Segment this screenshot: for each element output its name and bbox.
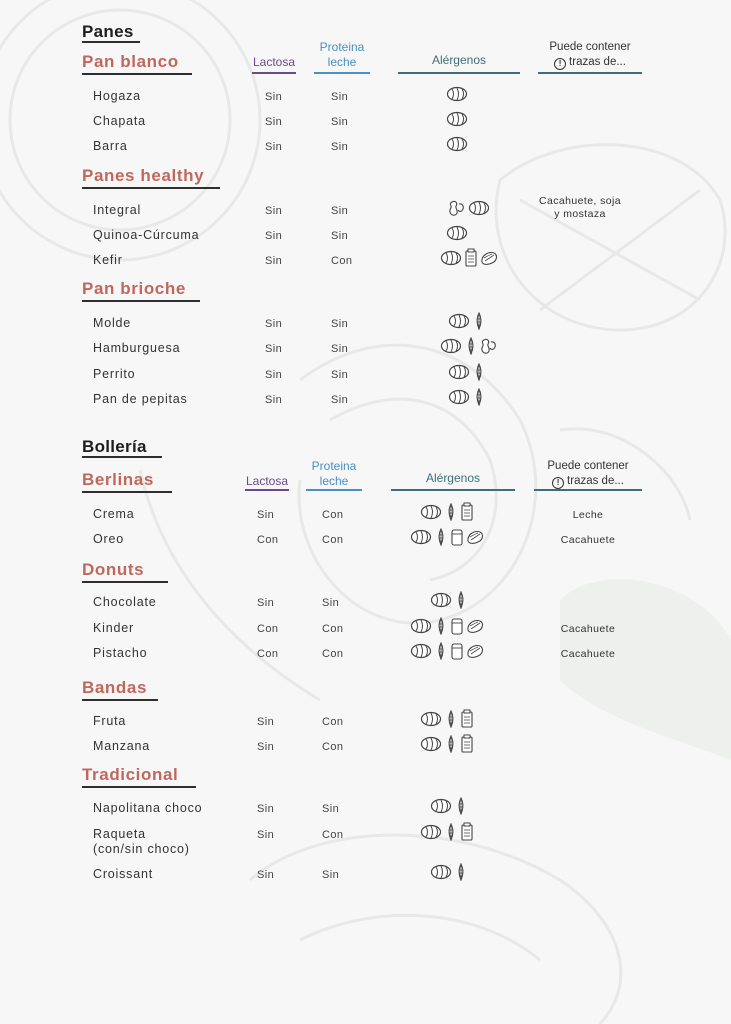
proteina-value: Sin: [331, 141, 349, 153]
category-title-underline: [82, 699, 158, 701]
category-title: Donuts: [82, 560, 145, 579]
allergen-icons: [430, 797, 468, 815]
allergen-icons: [448, 388, 486, 406]
trazas-value: Cacahuete: [560, 623, 616, 635]
lactosa-value: Con: [257, 623, 279, 635]
product-name: Manzana: [93, 739, 151, 753]
lactosa-value: Sin: [265, 116, 283, 128]
gluten-icon: [448, 389, 470, 405]
lactosa-value: Sin: [257, 509, 275, 521]
milk-icon: [464, 248, 478, 268]
nut-icon: [480, 250, 498, 266]
proteina-value: Con: [322, 623, 344, 635]
lactosa-value: Sin: [265, 255, 283, 267]
allergen-icons: [430, 591, 468, 609]
allergen-icons: [410, 528, 484, 546]
product-name: Chocolate: [93, 595, 157, 609]
trazas-value: Cacahuete: [560, 648, 616, 660]
trazas-value: Leche: [572, 509, 604, 521]
gluten-icon: [420, 504, 442, 520]
lactosa-value: Sin: [257, 803, 275, 815]
proteina-value: Sin: [331, 116, 349, 128]
proteina-value: Sin: [331, 230, 349, 242]
milk-icon: [460, 822, 474, 842]
alergenos-header-underline: [398, 72, 520, 74]
lactosa-value: Con: [257, 534, 279, 546]
allergen-icons: [420, 710, 474, 728]
proteina-value: Sin: [322, 597, 340, 609]
milk-icon: [460, 502, 474, 522]
product-name: Pistacho: [93, 646, 148, 660]
allergen-icons: [420, 735, 474, 753]
lactosa-value: Sin: [265, 343, 283, 355]
gluten-icon: [468, 200, 490, 216]
allergen-icons: [448, 199, 490, 217]
proteina-value: Sin: [322, 803, 340, 815]
nut-icon: [466, 529, 484, 545]
soy-icon: [450, 527, 464, 547]
gluten-icon: [446, 225, 468, 241]
product-name: Crema: [93, 507, 135, 521]
product-name: Molde: [93, 316, 132, 330]
trazas-header-underline: [538, 72, 642, 74]
lactosa-value: Sin: [257, 829, 275, 841]
allergen-icons: [448, 312, 486, 330]
category-title-underline: [82, 73, 192, 75]
section-title: Bollería: [82, 437, 147, 456]
gluten-icon: [420, 711, 442, 727]
allergen-icons: [420, 503, 474, 521]
allergen-icons: [440, 337, 498, 355]
proteina-value: Sin: [331, 343, 349, 355]
category-title-underline: [82, 491, 172, 493]
nut-icon: [466, 618, 484, 634]
egg-icon: [444, 823, 458, 841]
egg-icon: [434, 617, 448, 635]
allergen-icons: [446, 85, 468, 103]
product-name: Chapata: [93, 114, 146, 128]
lactosa-value: Sin: [257, 716, 275, 728]
product-name: Perrito: [93, 367, 136, 381]
lactosa-value: Sin: [265, 91, 283, 103]
lactosa-value: Sin: [265, 318, 283, 330]
lactosa-header: Lactosa: [245, 474, 289, 488]
proteina-value: Con: [322, 534, 344, 546]
alergenos-header-underline: [391, 489, 515, 491]
gluten-icon: [430, 798, 452, 814]
gluten-icon: [420, 736, 442, 752]
nut-icon: [466, 643, 484, 659]
milk-icon: [460, 734, 474, 754]
proteina-value: Con: [322, 829, 344, 841]
lactosa-value: Sin: [265, 394, 283, 406]
gluten-icon: [410, 643, 432, 659]
alergenos-header: Alérgenos: [431, 53, 487, 67]
product-name: Hogaza: [93, 89, 141, 103]
allergen-icons: [448, 363, 486, 381]
product-name: Quinoa-Cúrcuma: [93, 228, 200, 242]
proteina-value: Sin: [331, 318, 349, 330]
section-title-underline: [82, 456, 162, 458]
trazas-value: Cacahuete, soja y mostaza: [539, 195, 621, 220]
gluten-icon: [440, 250, 462, 266]
gluten-icon: [446, 86, 468, 102]
egg-icon: [444, 503, 458, 521]
lactosa-value: Sin: [265, 369, 283, 381]
product-name: Kinder: [93, 621, 134, 635]
gluten-icon: [430, 864, 452, 880]
proteina-value: Con: [331, 255, 353, 267]
lactosa-value: Sin: [265, 141, 283, 153]
peanut-icon: [448, 199, 466, 217]
alergenos-header: Alérgenos: [425, 471, 481, 485]
category-title: Pan brioche: [82, 279, 186, 298]
lactosa-value: Sin: [257, 741, 275, 753]
proteina-value: Con: [322, 741, 344, 753]
egg-icon: [454, 863, 468, 881]
lactosa-value: Sin: [257, 869, 275, 881]
product-name: Fruta: [93, 714, 127, 728]
gluten-icon: [430, 592, 452, 608]
product-name: Integral: [93, 203, 142, 217]
proteina-header-underline: [306, 489, 362, 491]
trazas-value: Cacahuete: [560, 534, 616, 546]
egg-icon: [472, 312, 486, 330]
category-title-underline: [82, 300, 200, 302]
allergen-icons: [446, 110, 468, 128]
gluten-icon: [446, 136, 468, 152]
egg-icon: [472, 388, 486, 406]
lactosa-value: Con: [257, 648, 279, 660]
allergen-icons: [410, 642, 484, 660]
proteina-value: Sin: [331, 394, 349, 406]
soy-icon: [450, 641, 464, 661]
allergen-icons: [410, 617, 484, 635]
gluten-icon: [410, 618, 432, 634]
category-title: Tradicional: [82, 765, 179, 784]
category-title-underline: [82, 581, 168, 583]
warning-icon: !: [552, 477, 564, 489]
product-name: Napolitana choco: [93, 801, 203, 815]
trazas-header-underline: [534, 489, 642, 491]
proteina-value: Sin: [331, 91, 349, 103]
lactosa-value: Sin: [265, 205, 283, 217]
allergen-icons: [440, 249, 498, 267]
egg-icon: [454, 591, 468, 609]
proteina-value: Con: [322, 716, 344, 728]
soy-icon: [450, 616, 464, 636]
gluten-icon: [448, 364, 470, 380]
category-title-underline: [82, 786, 196, 788]
trazas-header: Puede contener ! trazas de...: [549, 41, 631, 68]
allergen-icons: [420, 823, 474, 841]
trazas-header: Puede contener ! trazas de...: [547, 460, 629, 487]
product-name: Kefir: [93, 253, 123, 267]
egg-icon: [454, 797, 468, 815]
warning-icon: !: [554, 58, 566, 70]
egg-icon: [434, 642, 448, 660]
gluten-icon: [448, 313, 470, 329]
lactosa-header-underline: [245, 489, 289, 491]
allergen-icons: [430, 863, 468, 881]
proteina-value: Sin: [331, 369, 349, 381]
proteina-value: Sin: [331, 205, 349, 217]
proteina-value: Con: [322, 648, 344, 660]
section-title-underline: [82, 41, 140, 43]
allergen-icons: [446, 135, 468, 153]
proteina-header: Proteina leche: [319, 40, 365, 69]
egg-icon: [464, 337, 478, 355]
category-title: Panes healthy: [82, 166, 205, 185]
lactosa-header: Lactosa: [252, 55, 296, 69]
lactosa-value: Sin: [257, 597, 275, 609]
product-name: Raqueta (con/sin choco): [93, 827, 190, 856]
gluten-icon: [446, 111, 468, 127]
category-title-underline: [82, 187, 220, 189]
product-name: Hamburguesa: [93, 341, 181, 355]
egg-icon: [444, 735, 458, 753]
category-title: Berlinas: [82, 470, 154, 489]
allergen-icons: [446, 224, 468, 242]
proteina-header-underline: [314, 72, 370, 74]
egg-icon: [434, 528, 448, 546]
lactosa-value: Sin: [265, 230, 283, 242]
category-title: Pan blanco: [82, 52, 179, 71]
milk-icon: [460, 709, 474, 729]
proteina-value: Con: [322, 509, 344, 521]
section-title: Panes: [82, 22, 134, 41]
product-name: Croissant: [93, 867, 153, 881]
peanut-icon: [480, 337, 498, 355]
category-title: Bandas: [82, 678, 148, 697]
proteina-value: Sin: [322, 869, 340, 881]
product-name: Oreo: [93, 532, 124, 546]
lactosa-header-underline: [252, 72, 296, 74]
product-name: Pan de pepitas: [93, 392, 188, 406]
proteina-header: Proteina leche: [311, 459, 357, 488]
egg-icon: [472, 363, 486, 381]
gluten-icon: [440, 338, 462, 354]
gluten-icon: [420, 824, 442, 840]
gluten-icon: [410, 529, 432, 545]
egg-icon: [444, 710, 458, 728]
product-name: Barra: [93, 139, 128, 153]
